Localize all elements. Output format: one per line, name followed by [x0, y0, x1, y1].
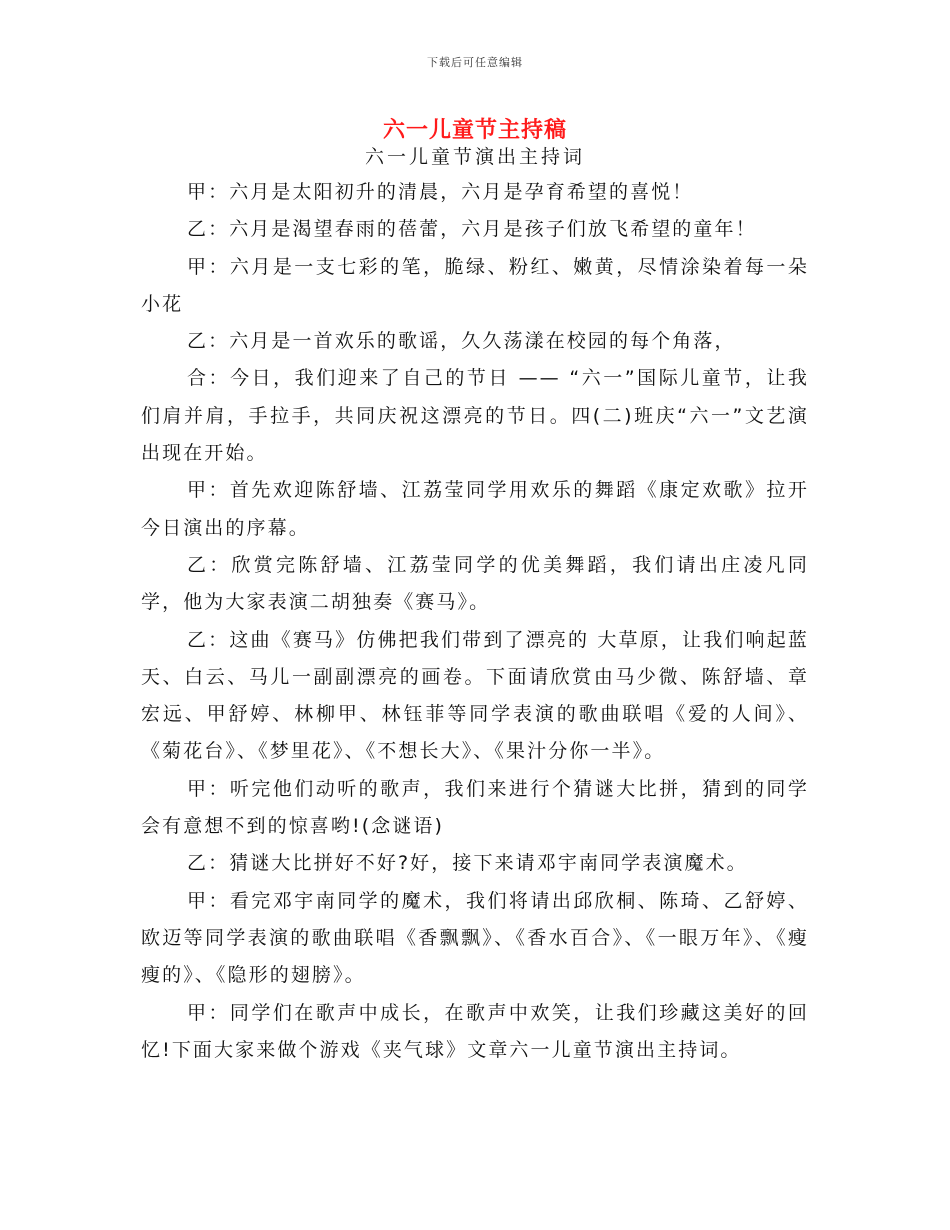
- paragraph: 乙：六月是一首欢乐的歌谣，久久荡漾在校园的每个角落，: [187, 330, 736, 353]
- document-title: 六一儿童节主持稿: [382, 118, 567, 143]
- header-note: 下载后可任意编辑: [427, 56, 523, 69]
- paragraph: 甲：首先欢迎陈舒墙、江荔莹同学用欢乐的舞蹈《康定欢歌》拉开今日演出的序幕。: [141, 479, 809, 539]
- paragraph: 乙：六月是渴望春雨的蓓蕾，六月是孩子们放飞希望的童年！: [187, 218, 757, 241]
- paragraph: 乙：欣赏完陈舒墙、江荔莹同学的优美舞蹈，我们请出庄凌凡同学，他为大家表演二胡独奏《赛马》。: [141, 553, 809, 614]
- paragraph: 甲：同学们在歌声中成长，在歌声中欢笑，让我们珍藏这美好的回忆!下面大家来做个游戏《夹气球》文章六一儿童节演出主持词。: [141, 1001, 809, 1061]
- paragraph: 乙：猜谜大比拼好不好?好，接下来请邓宇南同学表演魔术。: [187, 852, 748, 875]
- document-subtitle: 六一儿童节演出主持词: [364, 146, 585, 168]
- paragraph: 甲：看完邓宇南同学的魔术，我们将请出邱欣桐、陈琦、乙舒婷、欧迈等同学表演的歌曲联唱《香飘飘》、《香水百合》、《一眼万年》、《瘦瘦的》、《隐形的翅膀》。: [141, 889, 809, 987]
- document-body: [141, 174, 809, 1069]
- paragraph: 甲：六月是太阳初升的清晨，六月是孕育希望的喜悦！: [187, 181, 694, 203]
- paragraph: 甲：听完他们动听的歌声，我们来进行个猜谜大比拼，猜到的同学会有意想不到的惊喜哟!(念谜语): [141, 777, 809, 838]
- paragraph: 乙：这曲《赛马》仿佛把我们带到了漂亮的 大草原，让我们响起蓝天、白云、马儿一副副漂亮的画卷。下面请欣赏由马少微、陈舒墙、章宏远、甲舒婷、林柳甲、林钰菲等同学表演的歌曲联唱《爱的人间》、《菊花台》、《梦里花》、《不想长大》、《果汁分你一半》。: [141, 628, 809, 763]
- paragraph: 甲：六月是一支七彩的笔，脆绿、粉红、嫩黄，尽情涂染着每一朵小花: [141, 255, 809, 315]
- paragraph: 合：今日，我们迎来了自己的节日 —— “六一”国际儿童节，让我们肩并肩，手拉手，共同庆祝这漂亮的节日。四(二)班庆“六一”文艺演出现在开始。: [141, 367, 809, 465]
